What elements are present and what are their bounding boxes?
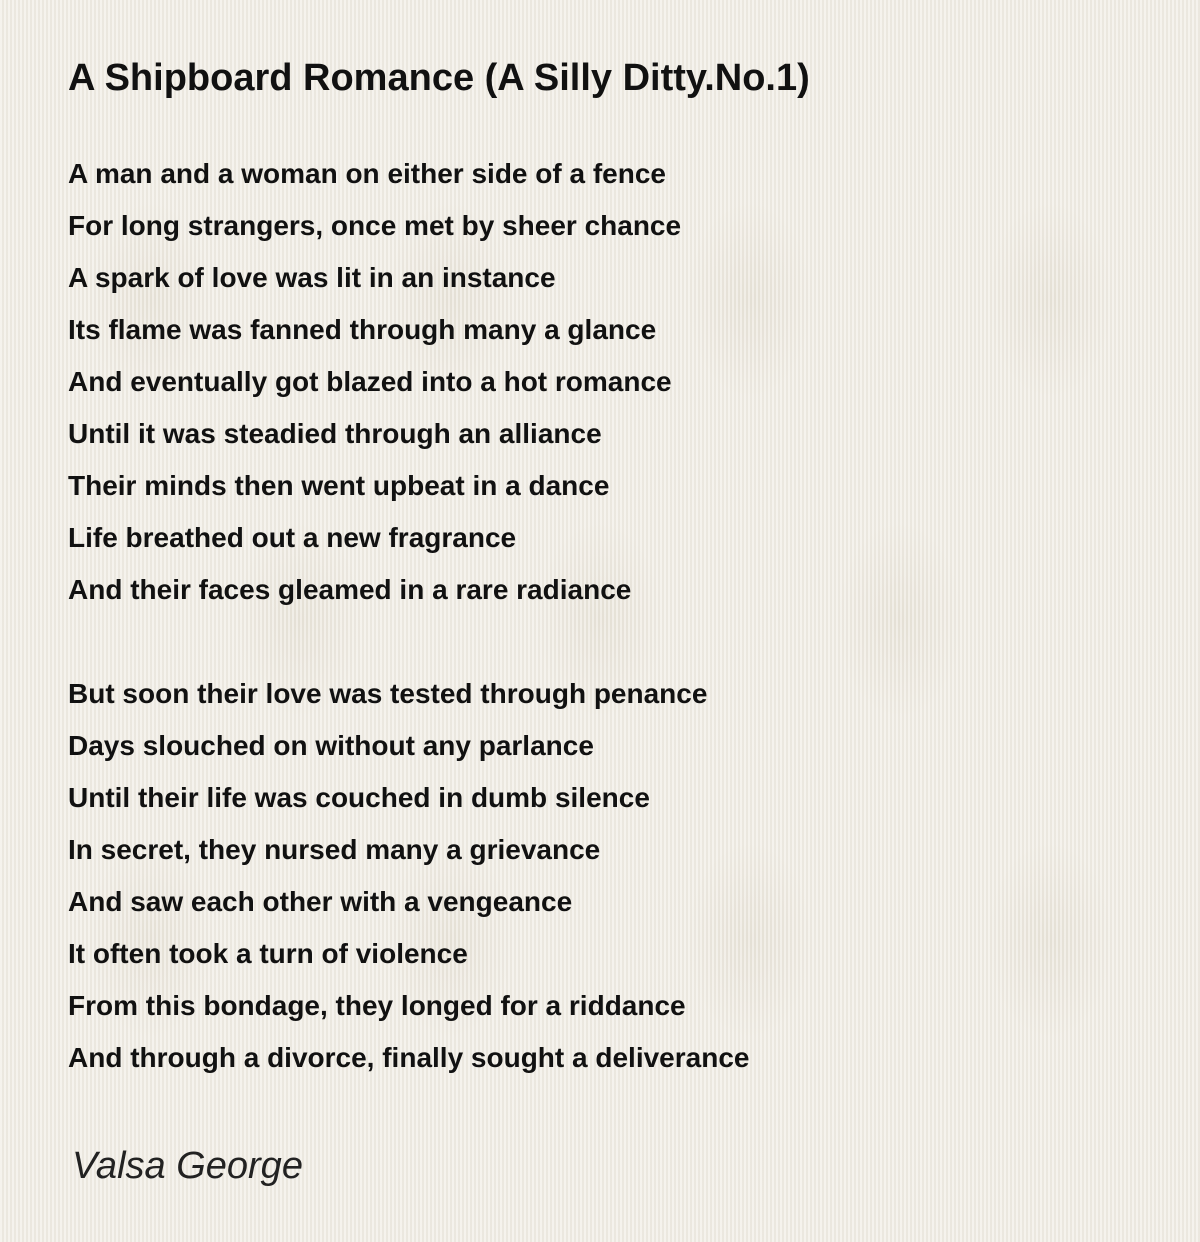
- poem-line: Life breathed out a new fragrance: [68, 522, 517, 553]
- poem-line: Their minds then went upbeat in a dance: [68, 470, 610, 501]
- poem-line: A man and a woman on either side of a fence: [68, 158, 666, 189]
- poem-line: A spark of love was lit in an instance: [68, 262, 556, 293]
- poem-body: [68, 148, 1168, 1084]
- poem-author: Valsa George: [72, 1145, 303, 1187]
- poem-line: Days slouched on without any parlance: [68, 730, 594, 761]
- poem-line: And eventually got blazed into a hot romance: [68, 366, 672, 397]
- poem-line: In secret, they nursed many a grievance: [68, 834, 601, 865]
- poem-line: From this bondage, they longed for a riddance: [68, 990, 686, 1021]
- poem-line: For long strangers, once met by sheer chance: [68, 210, 682, 241]
- poem-page: [68, 52, 1168, 1084]
- stanza-1: [68, 148, 1168, 616]
- poem-line: And their faces gleamed in a rare radiance: [68, 574, 632, 605]
- stanza-2: [68, 668, 1168, 1084]
- poem-line: And through a divorce, finally sought a deliverance: [68, 1042, 750, 1073]
- poem-title: A Shipboard Romance (A Silly Ditty.No.1): [68, 57, 810, 99]
- poem-line: And saw each other with a vengeance: [68, 886, 573, 917]
- poem-line: It often took a turn of violence: [68, 938, 468, 969]
- poem-line: Its flame was fanned through many a glance: [68, 314, 657, 345]
- poem-line: Until it was steadied through an alliance: [68, 418, 602, 449]
- poem-line: Until their life was couched in dumb silence: [68, 782, 650, 813]
- poem-line: But soon their love was tested through penance: [68, 678, 708, 709]
